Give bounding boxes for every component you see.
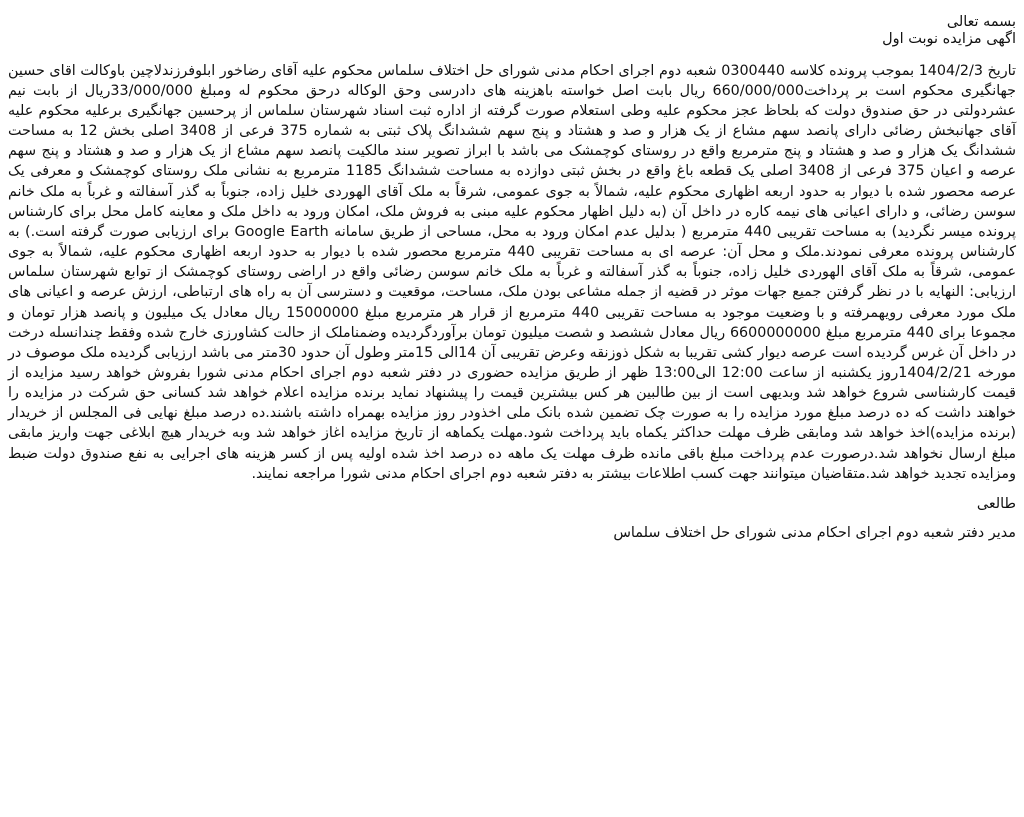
closing-name: طالعی <box>976 495 1016 512</box>
signature-line: مدیر دفتر شعبه دوم اجرای احکام مدنی شورای حل اختلاف سلماس <box>613 525 1016 542</box>
notice-title: اگهی مزایده نوبت اول <box>882 31 1016 48</box>
basmala-heading: بسمه تعالی <box>946 14 1016 30</box>
notice-body-paragraph: تاریخ 1404/2/3 بموجب پرونده کلاسه 0300440 شعبه دوم اجرای احکام مدنی شورای حل اختلاف سلماس محکوم علیه آقای رضاخور ابلوفرزندلاچین باوکالت اقای حسین جهانگیری محکوم است بر پرداخت660/000/000 ریال بابت اصل خواسته باهزینه های دادرسی وحق الوکاله درحق محکوم له ومبلغ 33/000/000ریال از بابت نیم عشردولتی در حق صندوق دولت که بلحاظ عجز محکوم علیه وطی استعلام صورت گرفته از اداره ثبت اسناد شهرستان سلماس از پرحسین جهانگیری برعلیه محکوم علیه آقای جهانبخش رضائی دارای پانصد سهم مشاع از یک هزار و صد و هشتاد و پنج سهم ششدانگ پلاک ثبتی به شماره 375 فرعی از 3408 اصلی بخش 12 به مساحت ششدانگ یک هزار و صد و هشتاد و پنج مترمربع واقع در روستای کوچمشک می باشد با ابراز تصویر سند مالکیت پانصد سهم مشاع از یک هزار و صد و هشتاد و پنج سهم عرصه و اعیان 375 فرعی از 3408 اصلی یک قطعه باغ واقع در بخش ثبتی دوازده به مساحت ششدانگ 1185 مترمربع به نشانی ملک روستای کوچمشک و معرفی یک عرصه محصور شده با دیوار به حدود اربعه اظهاری محکوم علیه، شمالاً به جوی عمومی، شرقاً به ملک آقای الهوردی خلیل زاده، جنوباً به گذر آسفالته و غرباً به ملک خانم سوسن رضائی، و دارای اعیانی های نیمه کاره در داخل آن (به دلیل اظهار محکوم علیه مبنی به فروش ملک، امکان ورود به داخل ملک و معاینه کامل محل برای کارشناس پرونده میسر نگردید) به مساحت تقریبی 440 مترمربع ( بدلیل عدم امکان ورود به محل، مساحی از طریق سامانه Google Earth برای ارزیابی صورت گرفته است.) به کارشناس پرونده معرفی نمودند.ملک و محل آن: عرصه ای به مساحت تقریبی 440 مترمربع محصور شده با دیوار به حدود اربعه اظهاری محکوم علیه، شمالاً به جوی عمومی، شرقاً به ملک آقای الهوردی خلیل زاده، جنوباً به گذر آسفالته و غرباً به ملک خانم سوسن رضائی واقع در اراضی روستای کوچمشک از توابع شهرستان سلماس ارزیابی: النهایه با در نظر گرفتن جمیع جهات موثر در قضیه از جمله مشاعی بودن ملک، مساحت، موقعیت و دسترسی آن به راه های ارتباطی، ارزش عرصه و اعیانی های ملک مورد معرفی رویهمرفته و با وضعیت موجود به مساحت تقریبی 440 مترمربع از قرار هر مترمربع مبلغ 15000000 ریال معادل یک میلیون و پانصد هزار تومان و مجموعا برای 440 مترمربع مبلغ 6600000000 ریال معادل ششصد و شصت میلیون تومان برآوردگردیده وضمناملک از حالت کشاورزی خارج شده وفقط چندانسله درخت در داخل آن غرس گردیده است عرصه دیوار کشی تقریبا به شکل ذوزنقه وعرض تقریبی آن 14الی 15متر وطول آن حدود 30متر می باشد ارزیابی گردیده ملک موصوف در مورخه 1404/2/21روز یکشنبه از ساعت 12:00 الی13:00 ظهر از طریق مزایده حضوری در دفتر شعبه دوم اجرای احکام مدنی شورا بفروش خواهد رسید مزایده از قیمت کارشناسی شروع خواهد شد وبدیهی است از بین طالبین هر کس بیشترین قیمت را پیشنهاد نماید برنده مزایده اعلام خواهد شد کسانی حق شرکت در مزایده را خواهند داشت که ده درصد مبلغ مورد مزایده را به صورت چک تضمین شده بانک ملی اخذودر روز مزایده بهمراه داشته باشند.ده درصد مبلغ نهایی فی المجلس از خریدار (برنده مزایده)اخذ خواهد شد ومابقی ظرف مهلت حداکثر یکماه باید پرداخت شود.مهلت یکماهه از تاریخ مزایده اغاز خواهد شد وبه خریدار هیچ ابلاغی جهت واریز مابقی مبلغ ارسال نخواهد شد.درصورت عدم پرداخت مبلغ باقی مانده ظرف مهلت یک ماهه ده درصد اخذ شده اولیه پس از کسر هزینه های اجرایی به نفع صندوق دولت ضبط ومزایده تجدید خواهد شد.متقاضیان میتوانند جهت کسب اطلاعات بیشتر به دفتر شعبه دوم اجرای احکام مدنی شورا مراجعه نمایند. <box>8 62 1017 482</box>
